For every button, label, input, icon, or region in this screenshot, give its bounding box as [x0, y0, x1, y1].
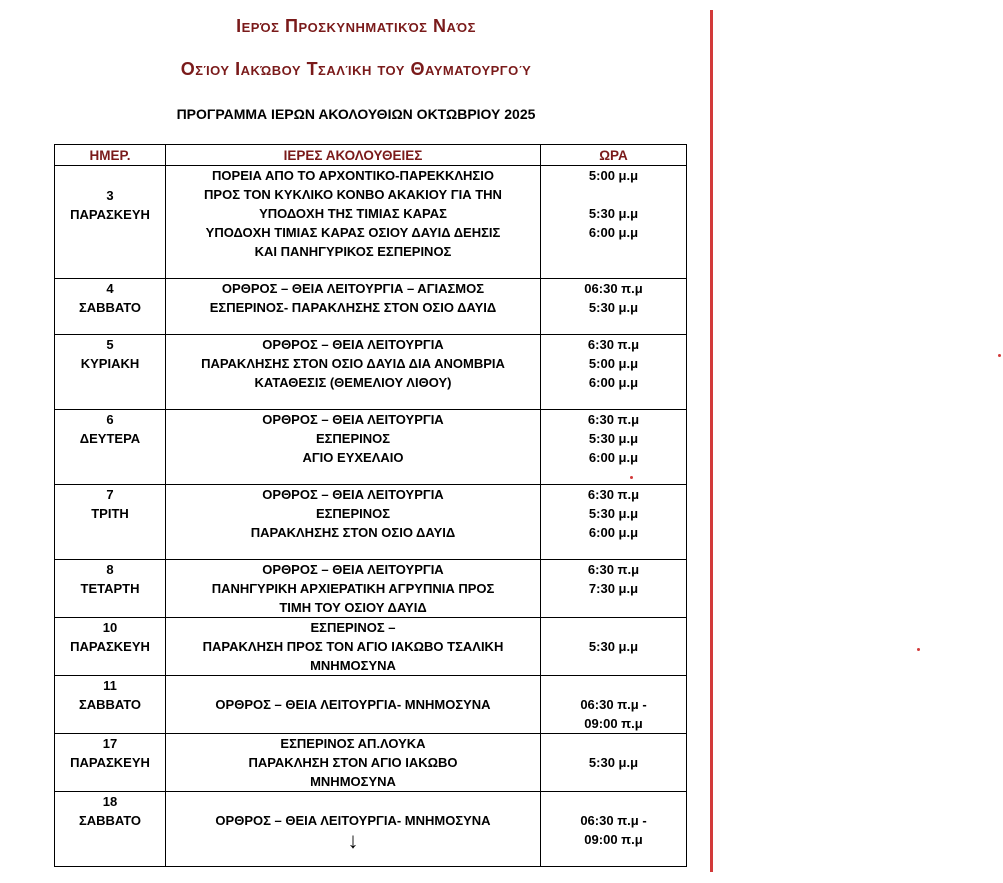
- weekday: ΠΑΡΑΣΚΕΥΗ: [70, 755, 150, 770]
- time-line: 5:00 μ.μ: [588, 356, 639, 371]
- service-line: ΟΡΘΡΟΣ – ΘΕΙΑ ΛΕΙΤΟΥΡΓΙΑ: [262, 562, 444, 577]
- weekday: ΣΑΒΒΑΤΟ: [78, 697, 142, 712]
- service-line: ΜΝΗΜΟΣΥΝΑ: [310, 658, 396, 673]
- time-line: 06:30 π.μ: [584, 281, 643, 296]
- time-line: 5:30 μ.μ: [588, 431, 639, 446]
- service-line: ΥΠΟΔΟΧΗ ΤΗΣ ΤΙΜΙΑΣ ΚΑΡΑΣ: [259, 206, 447, 221]
- time-cell: [541, 676, 687, 734]
- weekday: ΠΑΡΑΣΚΕΥΗ: [70, 207, 150, 222]
- table-row: [55, 485, 687, 560]
- time-line: 5:30 μ.μ: [588, 300, 639, 315]
- time-cell: [541, 618, 687, 676]
- time-line: 5:00 μ.μ: [588, 168, 639, 183]
- time-line: 6:00 μ.μ: [588, 225, 639, 240]
- time-line: 5:30 μ.μ: [588, 639, 639, 654]
- day-cell: [55, 618, 166, 676]
- time-line: 7:30 μ.μ: [588, 581, 639, 596]
- table-row: [55, 166, 687, 279]
- church-name: Ιερός Προσκυνηματικός Ναός: [236, 16, 476, 36]
- service-line: ΠΡΟΣ ΤΟΝ ΚΥΚΛΙΚΟ ΚΟΝΒΟ ΑΚΑΚΙΟΥ ΓΙΑ ΤΗΝ: [204, 187, 502, 202]
- services-cell: [166, 410, 541, 485]
- service-line: ΕΣΠΕΡΙΝΟΣ: [315, 506, 391, 521]
- service-line: ΟΡΘΡΟΣ – ΘΕΙΑ ΛΕΙΤΟΥΡΓΙΑ: [262, 487, 444, 502]
- table-row: [55, 734, 687, 792]
- service-line: ΠΑΡΑΚΛΗΣΗΣ ΣΤΟΝ ΟΣΙΟ ΔΑΥΙΔ: [250, 525, 456, 540]
- service-line: ΕΣΠΕΡΙΝΟΣ –: [310, 620, 396, 635]
- table-row: [55, 618, 687, 676]
- service-line: ΟΡΘΡΟΣ – ΘΕΙΑ ΛΕΙΤΟΥΡΓΙΑ- ΜΝΗΜΟΣΥΝΑ: [215, 813, 491, 828]
- service-line: ΚΑΙ ΠΑΝΗΓΥΡΙΚΟΣ ΕΣΠΕΡΙΝΟΣ: [254, 244, 452, 259]
- time-cell: [541, 734, 687, 792]
- table-header-row: [55, 145, 687, 166]
- day-number: 8: [106, 562, 114, 577]
- time-cell: [541, 410, 687, 485]
- service-line: ΑΓΙΟ ΕΥΧΕΛΑΙΟ: [302, 450, 404, 465]
- day-number: 6: [106, 412, 114, 427]
- stray-dot: [998, 354, 1001, 357]
- weekday: ΤΕΤΑΡΤΗ: [80, 581, 140, 596]
- services-cell: [166, 792, 541, 867]
- day-number: 17: [102, 736, 118, 751]
- day-number: 3: [106, 188, 114, 203]
- service-line: ΠΟΡΕΙΑ ΑΠΟ ΤΟ ΑΡΧΟΝΤΙΚΟ-ΠΑΡΕΚΚΛΗΣΙΟ: [212, 168, 494, 183]
- service-line: ΠΑΡΑΚΛΗΣΗ ΣΤΟΝ ΑΓΙΟ ΙΑΚΩΒΟ: [248, 755, 458, 770]
- service-line: ΟΡΘΡΟΣ – ΘΕΙΑ ΛΕΙΤΟΥΡΓΙΑ- ΜΝΗΜΟΣΥΝΑ: [215, 697, 491, 712]
- day-number: 10: [102, 620, 118, 635]
- col-header-services: ΙΕΡΕΣ ΑΚΟΛΟΥΘΕΙΕΣ: [166, 145, 541, 166]
- table-row: [55, 560, 687, 618]
- day-cell: [55, 676, 166, 734]
- service-line: ΕΣΠΕΡΙΝΟΣ- ΠΑΡΑΚΛΗΣΗΣ ΣΤΟΝ ΟΣΙΟ ΔΑΥΙΔ: [209, 300, 497, 315]
- time-line: 5:30 μ.μ: [588, 755, 639, 770]
- services-cell: [166, 734, 541, 792]
- day-number: 4: [106, 281, 114, 296]
- service-line: ΤΙΜΗ ΤΟΥ ΟΣΙΟΥ ΔΑΥΙΔ: [279, 600, 427, 615]
- services-cell: [166, 335, 541, 410]
- time-line: 06:30 π.μ -: [580, 813, 647, 828]
- table-row: [55, 335, 687, 410]
- time-line: 6:30 π.μ: [587, 337, 640, 352]
- service-line: ΠΑΡΑΚΛΗΣΗ ΠΡΟΣ ΤΟΝ ΑΓΙΟ ΙΑΚΩΒΟ ΤΣΑΛΙΚΗ: [202, 639, 504, 654]
- services-cell: [166, 279, 541, 335]
- services-cell: [166, 166, 541, 279]
- day-cell: [55, 335, 166, 410]
- time-cell: [541, 560, 687, 618]
- day-cell: [55, 485, 166, 560]
- stray-dot: [917, 648, 920, 651]
- time-line: 5:30 μ.μ: [588, 506, 639, 521]
- service-line: ΟΡΘΡΟΣ – ΘΕΙΑ ΛΕΙΤΟΥΡΓΙΑ: [262, 337, 444, 352]
- service-line: ΠΑΡΑΚΛΗΣΗΣ ΣΤΟΝ ΟΣΙΟ ΔΑΥΙΔ ΔΙΑ ΑΝΟΜΒΡΙΑ: [201, 356, 505, 371]
- service-line: ΟΡΘΡΟΣ – ΘΕΙΑ ΛΕΙΤΟΥΡΓΙΑ – ΑΓΙΑΣΜΟΣ: [221, 281, 485, 296]
- day-cell: [55, 166, 166, 279]
- schedule-subtitle: ΠΡΟΓΡΑΜΜΑ ΙΕΡΩΝ ΑΚΟΛΟΥΘΙΩΝ ΟΚΤΩΒΡΙΟΥ 2025: [176, 106, 536, 122]
- table-row: [55, 676, 687, 734]
- col-header-day: ΗΜΕΡ.: [55, 145, 166, 166]
- weekday: ΔΕΥΤΕΡΑ: [79, 431, 141, 446]
- time-line: 6:30 π.μ: [587, 412, 640, 427]
- time-cell: [541, 279, 687, 335]
- weekday: ΤΡΙΤΗ: [91, 506, 129, 521]
- time-cell: [541, 485, 687, 560]
- day-number: 11: [103, 678, 117, 693]
- time-line: 6:00 μ.μ: [588, 525, 639, 540]
- services-cell: [166, 560, 541, 618]
- day-number: 5: [106, 337, 114, 352]
- service-line: ΟΡΘΡΟΣ – ΘΕΙΑ ΛΕΙΤΟΥΡΓΙΑ: [262, 412, 444, 427]
- service-line: ΕΣΠΕΡΙΝΟΣ: [315, 431, 391, 446]
- time-line: 6:00 μ.μ: [588, 450, 639, 465]
- weekday: ΚΥΡΙΑΚΗ: [80, 356, 140, 371]
- weekday: ΣΑΒΒΑΤΟ: [78, 813, 142, 828]
- saint-name: Οσίου Ιακώβου Τσαλίκη του Θαυματουργού: [180, 59, 532, 79]
- service-line: ΠΑΝΗΓΥΡΙΚΗ ΑΡΧΙΕΡΑΤΙΚΗ ΑΓΡΥΠΝΙΑ ΠΡΟΣ: [211, 581, 495, 596]
- services-schedule-table: [54, 144, 687, 867]
- services-cell: [166, 485, 541, 560]
- day-cell: [55, 734, 166, 792]
- day-number: 7: [106, 487, 114, 502]
- service-line: ΜΝΗΜΟΣΥΝΑ: [310, 774, 396, 789]
- service-line: ΥΠΟΔΟΧΗ ΤΙΜΙΑΣ ΚΑΡΑΣ ΟΣΙΟΥ ΔΑΥΙΔ ΔΕΗΣΙΣ: [205, 225, 501, 240]
- day-number: 18: [102, 794, 118, 809]
- margin-rule: [710, 10, 713, 872]
- day-cell: [55, 792, 166, 867]
- time-line: 6:30 π.μ: [587, 562, 640, 577]
- time-cell: [541, 792, 687, 867]
- services-cell: [166, 676, 541, 734]
- col-header-time: ΩΡΑ: [541, 145, 687, 166]
- service-line: ΕΣΠΕΡΙΝΟΣ ΑΠ.ΛΟΥΚΑ: [280, 736, 426, 751]
- time-line: 6:00 μ.μ: [588, 375, 639, 390]
- day-cell: [55, 560, 166, 618]
- time-line: 06:30 π.μ -: [580, 697, 647, 712]
- weekday: ΠΑΡΑΣΚΕΥΗ: [70, 639, 150, 654]
- time-cell: [541, 166, 687, 279]
- time-cell: [541, 335, 687, 410]
- time-line: 09:00 π.μ: [584, 716, 643, 731]
- down-arrow-icon: ↓: [347, 828, 359, 853]
- service-line: ΚΑΤΑΘΕΣΙΣ (ΘΕΜΕΛΙΟΥ ΛΙΘΟΥ): [254, 375, 452, 390]
- day-cell: [55, 279, 166, 335]
- time-line: 09:00 π.μ: [584, 832, 643, 847]
- table-row: [55, 410, 687, 485]
- time-line: 6:30 π.μ: [587, 487, 640, 502]
- table-row: [55, 279, 687, 335]
- time-line: 5:30 μ.μ: [588, 206, 639, 221]
- services-cell: [166, 618, 541, 676]
- day-cell: [55, 410, 166, 485]
- weekday: ΣΑΒΒΑΤΟ: [78, 300, 142, 315]
- table-row: [55, 792, 687, 867]
